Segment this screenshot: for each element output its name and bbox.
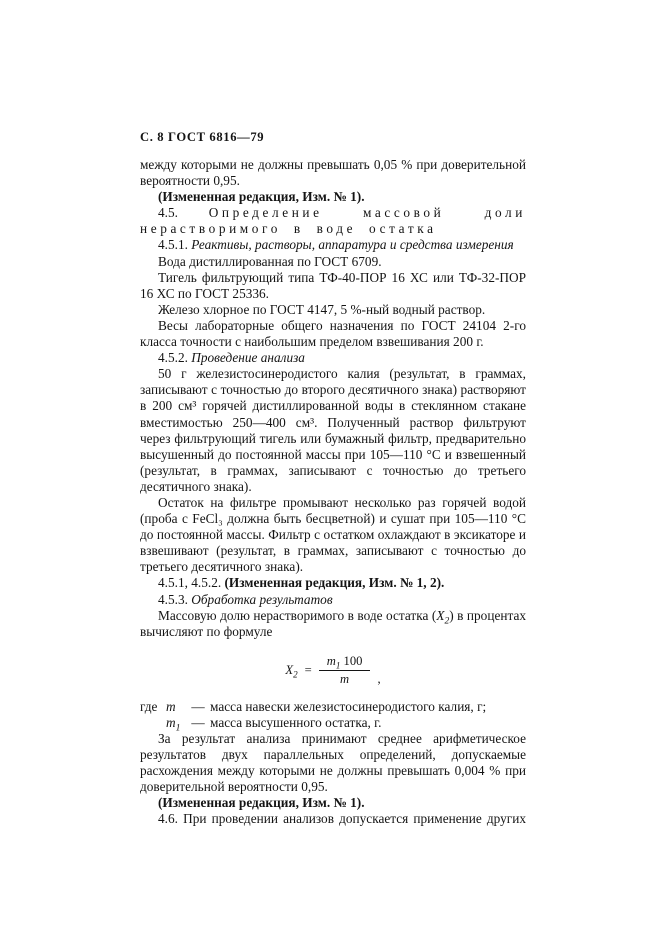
reagent-text: Весы лабораторные общего назначения по ГОСТ 24104 2-го класса точности с наибольшим пределом взвешивания 200 г. <box>140 317 526 350</box>
numerator-subscript: 1 <box>335 660 341 671</box>
where-label: где <box>140 698 158 714</box>
formula-lhs-letter: X <box>285 662 294 677</box>
fraction-numerator <box>319 654 371 671</box>
document-body <box>140 157 526 828</box>
where-description: масса высушенного остатка, г. <box>210 714 382 730</box>
section-4-5-3-heading <box>140 592 526 608</box>
dash: — <box>191 714 205 730</box>
amendment-text: (Измененная редакция, Изм. № 1, 2). <box>224 575 445 591</box>
reagent-text: Вода дистиллированная по ГОСТ 6709. <box>158 253 382 269</box>
reagent-water <box>140 254 526 270</box>
fraction-denominator: m <box>340 671 350 686</box>
result-rule <box>140 731 526 795</box>
reagent-text: Железо хлорное по ГОСТ 4147, 5 %-ный водный раствор. <box>158 301 486 317</box>
where-row-m1 <box>140 714 526 734</box>
analysis-text: 50 г железистосинеродистого калия (результат, в граммах, записывают с точностью до второго десятичного знака) растворяют в 200 см³ горячей дистиллированной воды в стеклянном стакане вместимостью 250—400 см³. Полученный раствор фильтруют через фильтрующий тигель или бумажный фильтр, предварительно высушенный до постоянной массы при 105—110 °С и взвешенный (результат, в граммах, записывают с точностью до третьего десятичного знака). <box>140 366 526 494</box>
where-variable-m: m <box>166 698 176 714</box>
section-4-5-heading <box>140 205 526 237</box>
amendment-note-1 <box>140 189 526 205</box>
section-title: Реактивы, растворы, аппаратура и средства измерения <box>191 237 514 253</box>
analysis-text: Остаток на фильтре промывают несколько раз горячей водой (проба с FeCl₃ должна быть бесцветной) и сушат при 105—110 °С до постоянной массы. Фильтр с остатком охлаждают в эксикаторе и взвешивают (результат, в граммах, записывают с точностью до третьего десятичного знака). <box>140 494 526 575</box>
results-intro <box>140 608 526 640</box>
section-4-5-2-heading <box>140 350 526 366</box>
paragraph-intro <box>140 157 526 189</box>
amendment-text: (Измененная редакция, Изм. № 1). <box>158 795 365 811</box>
results-intro-pre: Массовую долю нерастворимого в воде остатка ( <box>158 607 437 623</box>
where-label-spacer <box>140 715 166 731</box>
variable-x2 <box>436 607 450 627</box>
section-title: Обработка результатов <box>191 591 333 607</box>
document-content <box>140 130 526 828</box>
reagent-text: Тигель фильтрующий типа ТФ-40-ПОР 16 ХС или ТФ-32-ПОР 16 ХС по ГОСТ 25336. <box>140 269 526 301</box>
variable-subscript: 1 <box>175 722 181 734</box>
where-variable-m1 <box>166 714 186 734</box>
where-description: масса навески железистосинеродистого калия, г; <box>210 698 487 714</box>
reagent-crucible <box>140 270 526 302</box>
numerator-letter: m <box>326 653 336 668</box>
dash: — <box>191 698 205 714</box>
formula-comma: , <box>377 671 381 686</box>
variable-letter: X <box>436 607 445 623</box>
results-intro-post: ) в процентах вычисляют по формуле <box>140 607 526 639</box>
where-clause <box>140 698 526 734</box>
variable-subscript: 2 <box>444 615 450 627</box>
section-4-5-1-heading <box>140 237 526 253</box>
formula-lhs <box>285 663 297 678</box>
section-title: Проведение анализа <box>191 350 305 366</box>
where-row-m <box>140 699 526 715</box>
analysis-paragraph-2 <box>140 495 526 575</box>
section-4-6-text: 4.6. При проведении анализов допускается применение других <box>158 811 526 827</box>
section-title: Определение массовой доли нерастворимого в воде остатка <box>140 205 526 237</box>
amendment-text: (Измененная редакция, Изм. № 1). <box>158 189 365 205</box>
amendment-note-12 <box>140 575 526 591</box>
section-number: 4.5.2. <box>158 350 188 366</box>
numerator-variable <box>326 653 341 671</box>
analysis-paragraph-1 <box>140 366 526 495</box>
amendment-note-2 <box>140 795 526 811</box>
section-number: 4.5.1. <box>158 237 188 253</box>
formula-x2 <box>140 654 526 687</box>
amendment-prefix: 4.5.1, 4.5.2. <box>158 575 222 591</box>
section-4-6-start <box>140 811 526 827</box>
reagent-iron-chloride <box>140 302 526 318</box>
reagent-scales <box>140 318 526 350</box>
section-number: 4.5. <box>158 205 178 221</box>
formula-lhs-subscript: 2 <box>293 669 298 680</box>
section-number: 4.5.3. <box>158 591 188 607</box>
equals-sign: = <box>304 662 312 677</box>
variable-letter: m <box>166 714 176 730</box>
page-header: С. 8 ГОСТ 6816—79 <box>140 130 265 144</box>
numerator-constant: 100 <box>343 653 363 668</box>
result-rule-text: За результат анализа принимают среднее арифметическое результатов двух параллельных определений, допускаемые расхождения между которыми не должны превышать 0,004 % при доверительной вероятности 0,95. <box>140 731 526 795</box>
intro-text: между которыми не должны превышать 0,05 % при доверительной вероятности 0,95. <box>140 157 526 189</box>
fraction <box>319 654 371 687</box>
